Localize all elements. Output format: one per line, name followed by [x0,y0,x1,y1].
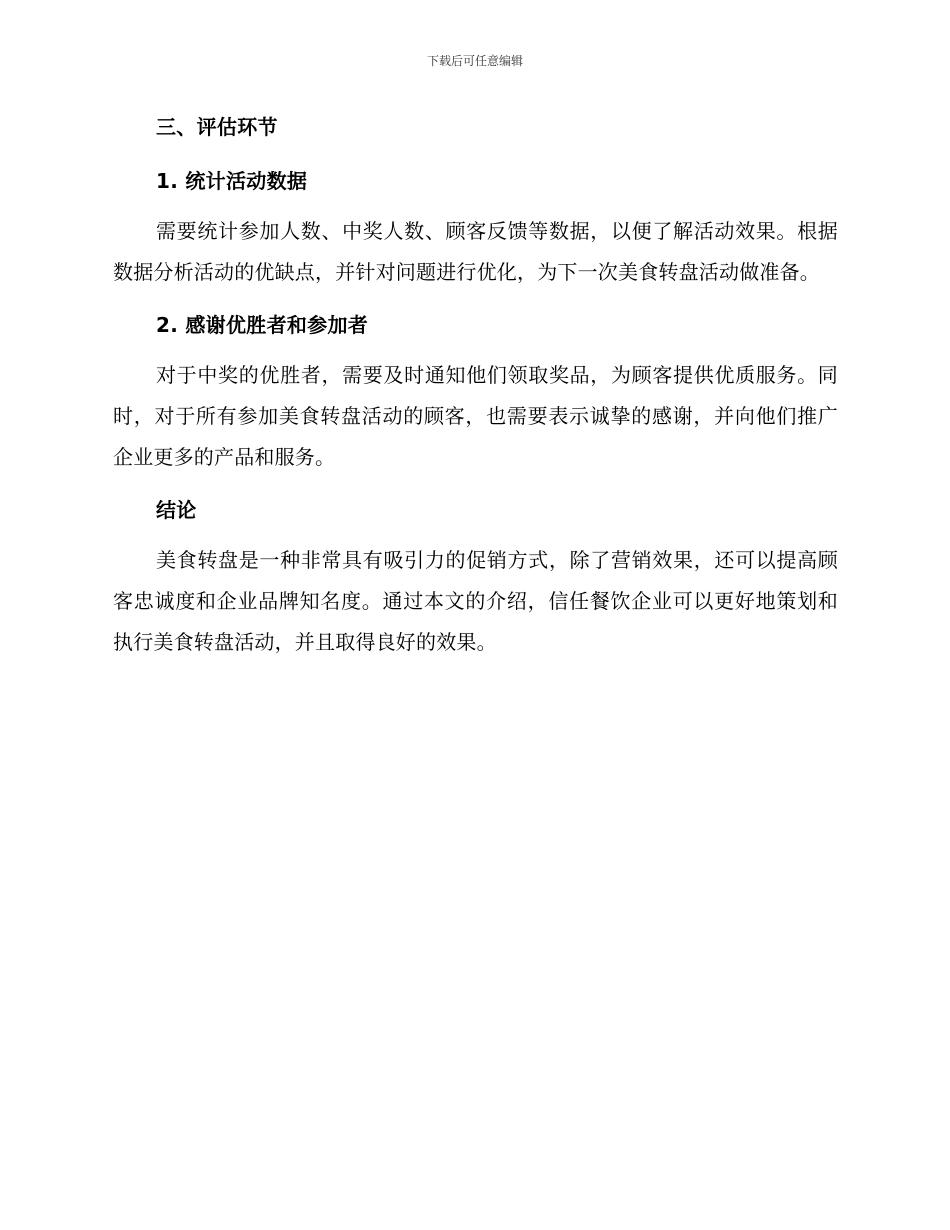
conclusion-body: 美食转盘是一种非常具有吸引力的促销方式，除了营销效果，还可以提高顾客忠诚度和企业品牌知名度。通过本文的介绍，信任餐饮企业可以更好地策划和执行美食转盘活动，并且取得良好的效果。 [113,548,838,654]
document-content [113,109,838,677]
conclusion-title: 结论 [156,498,197,522]
page-header-note: 下载后可任意编辑 [426,54,523,68]
subsection-2-body: 对于中奖的优胜者，需要及时通知他们领取奖品，为顾客提供优质服务。同时，对于所有参加美食转盘活动的顾客，也需要表示诚挚的感谢，并向他们推广企业更多的产品和服务。 [113,363,838,469]
subsection-1-body: 需要统计参加人数、中奖人数、顾客反馈等数据，以便了解活动效果。根据数据分析活动的优缺点，并针对问题进行优化，为下一次美食转盘活动做准备。 [113,219,838,284]
section-title: 三、评估环节 [156,115,278,139]
subsection-2-title: 2. 感谢优胜者和参加者 [156,313,369,337]
subsection-1-title: 1. 统计活动数据 [156,169,308,193]
